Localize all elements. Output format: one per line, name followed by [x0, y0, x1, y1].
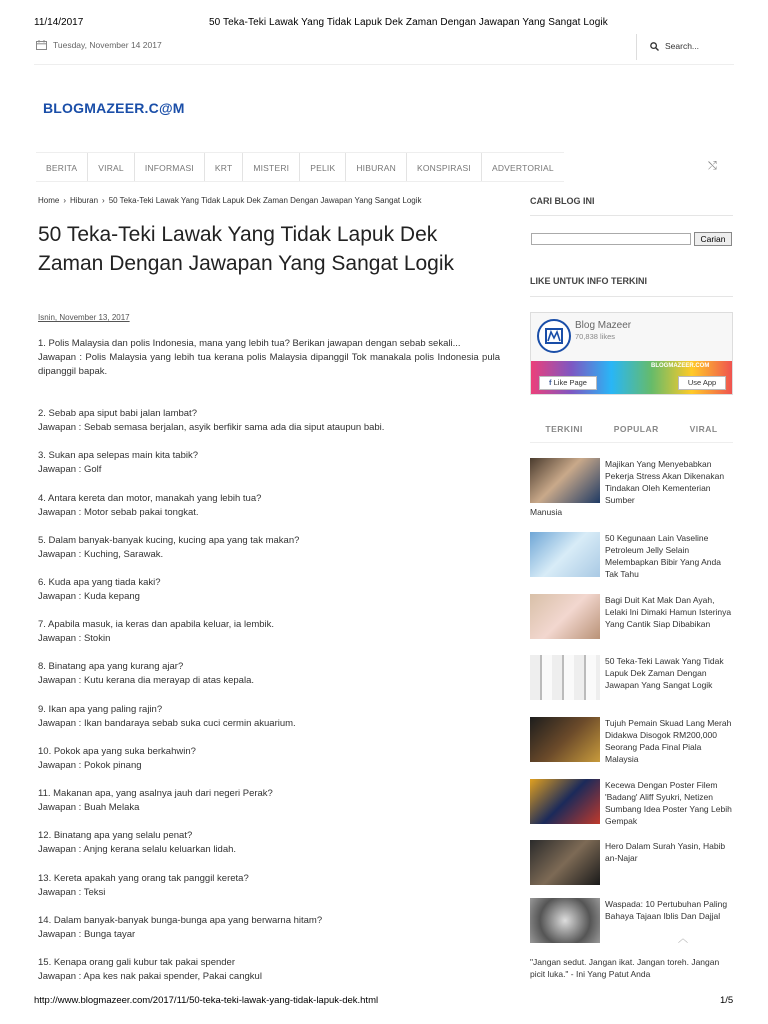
shuffle-icon[interactable]: ⤭: [708, 160, 717, 172]
question: 4. Antara kereta dan motor, manakah yang lebih tua?: [38, 493, 262, 504]
page-name[interactable]: Blog Mazeer: [575, 320, 632, 331]
answer: Jawapan : Kutu kerana dia merayap di atas kepala.: [38, 675, 254, 686]
divider: [34, 64, 734, 65]
item-thumbnail: [530, 779, 600, 824]
main-nav: [36, 152, 564, 182]
qa-item: [38, 914, 500, 942]
facebook-page-widget[interactable]: [530, 312, 733, 395]
item-title[interactable]: Waspada: 10 Pertubuhan Paling Bahaya Tajaan Iblis Dan Dajjal: [605, 899, 728, 921]
qa-item: [38, 576, 500, 604]
question: 7. Apabila masuk, ia keras dan apabila keluar, ia lembik.: [38, 619, 275, 630]
answer: Jawapan : Stokin: [38, 633, 111, 644]
list-item[interactable]: [530, 779, 735, 827]
nav-item-advertorial[interactable]: ADVERTORIAL: [491, 163, 554, 173]
search-button[interactable]: Carian: [694, 232, 732, 246]
item-thumbnail: [530, 717, 600, 762]
breadcrumb-current: 50 Teka-Teki Lawak Yang Tidak Lapuk Dek Zaman Dengan Jawapan Yang Sangat Logik: [108, 196, 422, 205]
question: 9. Ikan apa yang paling rajin?: [38, 704, 163, 715]
qa-item: [38, 872, 500, 900]
list-item[interactable]: [530, 898, 735, 922]
sidebar-search-input[interactable]: [531, 233, 691, 245]
date-bar: [36, 40, 162, 50]
qa-item: [38, 534, 500, 562]
list-item[interactable]: [530, 458, 735, 518]
answer: Jawapan : Motor sebab pakai tongkat.: [38, 507, 199, 518]
print-title: 50 Teka-Teki Lawak Yang Tidak Lapuk Dek Zaman Dengan Jawapan Yang Sangat Logik: [209, 17, 608, 28]
item-thumbnail: [530, 532, 600, 577]
qa-item: [38, 829, 500, 857]
question: 2. Sebab apa siput babi jalan lambat?: [38, 408, 197, 419]
banner-text: BLOGMAZEER.COM: [651, 363, 710, 369]
answer: Jawapan : Buah Melaka: [38, 802, 140, 813]
mazeer-logo-icon: [539, 321, 569, 351]
tab-popular[interactable]: POPULAR: [613, 424, 659, 434]
like-page-button[interactable]: [539, 376, 597, 390]
qa-item: [38, 745, 500, 773]
page-avatar: [537, 319, 571, 353]
list-item[interactable]: [530, 840, 735, 864]
item-title[interactable]: 50 Kegunaan Lain Vaseline Petroleum Jelly Selain Melembapkan Bibir Yang Anda Tak Tahu: [605, 533, 721, 579]
page-likes: 70,838 likes: [575, 332, 616, 341]
sidebar-quote[interactable]: "Jangan sedut. Jangan ikat. Jangan toreh. Jangan picit luka." - Ini Yang Patut Anda: [530, 957, 720, 979]
nav-item-pelik[interactable]: PELIK: [300, 153, 346, 181]
item-thumbnail: [530, 458, 600, 503]
post-date[interactable]: Isnin, November 13, 2017: [38, 313, 130, 322]
answer: Jawapan : Polis Malaysia yang lebih tua kerana polis Malaysia dipanggil Tok manakala polis Indonesia pula dipanggil bapak.: [38, 352, 500, 377]
qa-item: [38, 703, 500, 731]
chevron-right-icon: ›: [63, 196, 67, 205]
calendar-icon: [36, 40, 47, 50]
nav-item-krt[interactable]: KRT: [205, 153, 243, 181]
divider: [530, 215, 733, 216]
item-thumbnail: [530, 898, 600, 943]
sidebar-tabs: [530, 424, 733, 443]
search-placeholder[interactable]: Search...: [665, 41, 700, 51]
sidebar-like-title: LIKE UNTUK INFO TERKINI: [530, 276, 647, 286]
nav-item-konspirasi[interactable]: KONSPIRASI: [407, 153, 482, 181]
answer: Jawapan : Kuda kepang: [38, 591, 140, 602]
qa-item: [38, 956, 500, 984]
item-thumbnail: [530, 594, 600, 639]
list-item[interactable]: [530, 655, 735, 691]
answer: Jawapan : Apa kes nak pakai spender, Pakai cangkul: [38, 971, 262, 982]
answer: Jawapan : Bunga tayar: [38, 929, 136, 940]
nav-item-berita[interactable]: BERITA: [36, 153, 88, 181]
qa-item: [38, 337, 500, 379]
list-item[interactable]: [530, 717, 735, 765]
tab-terkini[interactable]: TERKINI: [545, 424, 583, 434]
search-box[interactable]: [650, 41, 699, 51]
like-page-label: Like Page: [553, 378, 587, 387]
qa-item: [38, 492, 500, 520]
item-title[interactable]: Bagi Duit Kat Mak Dan Ayah, Lelaki Ini Dimaki Hamun Isterinya Yang Cantik Siap Dibabikan: [605, 595, 732, 629]
search-icon: [650, 42, 659, 51]
question: 3. Sukan apa selepas main kita tabik?: [38, 450, 199, 461]
item-title-tail[interactable]: Manusia: [530, 507, 563, 517]
nav-item-viral[interactable]: VIRAL: [88, 153, 135, 181]
question: 10. Pokok apa yang suka berkahwin?: [38, 746, 196, 757]
divider: [530, 296, 733, 297]
list-item[interactable]: [530, 594, 735, 630]
item-title[interactable]: 50 Teka-Teki Lawak Yang Tidak Lapuk Dek Zaman Dengan Jawapan Yang Sangat Logik: [605, 656, 724, 690]
print-date: 11/14/2017: [34, 17, 84, 28]
qa-item: [38, 449, 500, 477]
sidebar-search-title: CARI BLOG INI: [530, 196, 595, 206]
question: 8. Binatang apa yang kurang ajar?: [38, 661, 184, 672]
page-url: http://www.blogmazeer.com/2017/11/50-teka-teki-lawak-yang-tidak-lapuk-dek.html: [34, 995, 379, 1006]
question: 1. Polis Malaysia dan polis Indonesia, mana yang lebih tua? Berikan jawapan dengan sebab sekali...: [38, 338, 461, 349]
answer: Jawapan : Sebab semasa berjalan, asyik berfikir sama ada dia siput ataupun babi.: [38, 422, 385, 433]
question: 13. Kereta apakah yang orang tak panggil kereta?: [38, 873, 249, 884]
answer: Jawapan : Golf: [38, 464, 102, 475]
item-thumbnail: [530, 655, 600, 700]
question: 14. Dalam banyak-banyak bunga-bunga apa yang berwarna hitam?: [38, 915, 323, 926]
chevron-right-icon: ›: [102, 196, 105, 205]
qa-item: [38, 407, 500, 435]
answer: Jawapan : Kuching, Sarawak.: [38, 549, 164, 560]
answer: Jawapan : Anjng kerana selalu keluarkan lidah.: [38, 844, 237, 855]
breadcrumb-category[interactable]: Hiburan: [70, 196, 99, 205]
qa-item: [38, 660, 500, 688]
breadcrumb-home[interactable]: Home: [38, 196, 60, 205]
tab-viral[interactable]: VIRAL: [689, 424, 718, 434]
breadcrumb: [38, 196, 422, 205]
question: 12. Binatang apa yang selalu penat?: [38, 830, 193, 841]
question: 15. Kenapa orang gali kubur tak pakai spender: [38, 957, 235, 968]
facebook-icon: f: [549, 378, 554, 387]
item-thumbnail: [530, 840, 600, 885]
answer: Jawapan : Teksi: [38, 887, 106, 898]
nav-item-informasi[interactable]: INFORMASI: [135, 153, 205, 181]
item-title[interactable]: Majikan Yang Menyebabkan Pekerja Stress Akan Dikenakan Tindakan Oleh Kementerian Sumber: [605, 459, 725, 505]
current-date: Tuesday, November 14 2017: [53, 40, 162, 50]
item-title[interactable]: Kecewa Dengan Poster Filem 'Badang' Aliff Syukri, Netizen Sumbang Idea Poster Yang Lebih Gempak: [605, 780, 732, 826]
site-logo[interactable]: BLOGMAZEER.C@M: [43, 100, 185, 116]
answer: Jawapan : Pokok pinang: [38, 760, 142, 771]
answer: Jawapan : Ikan bandaraya sebab suka cuci cermin akuarium.: [38, 718, 296, 729]
page-number: 1/5: [720, 995, 734, 1006]
qa-item: [38, 787, 500, 815]
question: 11. Makanan apa, yang asalnya jauh dari negeri Perak?: [38, 788, 273, 799]
question: 5. Dalam banyak-banyak kucing, kucing apa yang tak makan?: [38, 535, 300, 546]
use-app-button[interactable]: Use App: [678, 376, 726, 390]
divider: [636, 34, 637, 60]
qa-item: [38, 618, 500, 646]
nav-item-hiburan[interactable]: HIBURAN: [346, 153, 407, 181]
nav-item-misteri[interactable]: MISTERI: [243, 153, 300, 181]
page-title: 50 Teka-Teki Lawak Yang Tidak Lapuk Dek Zaman Dengan Jawapan Yang Sangat Logik: [38, 223, 455, 275]
chevron-up-icon[interactable]: ︿: [678, 934, 688, 945]
question: 6. Kuda apa yang tiada kaki?: [38, 577, 161, 588]
item-title[interactable]: Tujuh Pemain Skuad Lang Merah Didakwa Disogok RM200,000 Seorang Pada Final Piala Malaysia: [605, 718, 732, 764]
list-item[interactable]: [530, 532, 735, 580]
item-title[interactable]: Hero Dalam Surah Yasin, Habib an-Najar: [605, 841, 726, 863]
